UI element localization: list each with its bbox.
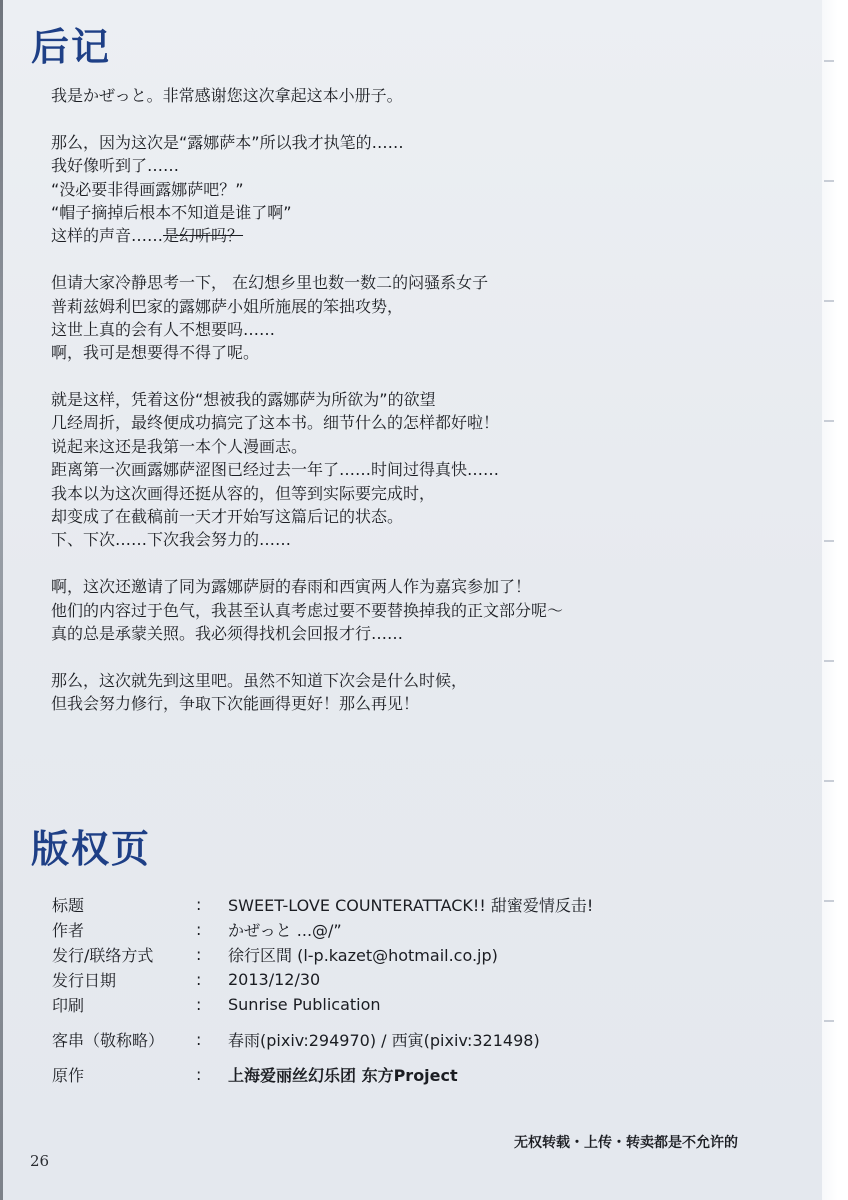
paragraph-gap bbox=[51, 248, 701, 271]
margin-tick bbox=[824, 900, 834, 902]
afterword-line: 普莉兹姆利巴家的露娜萨小姐所施展的笨拙攻势， bbox=[51, 296, 404, 316]
afterword-line-struck bbox=[51, 224, 701, 247]
margin-tick bbox=[824, 60, 834, 62]
info-colon: : bbox=[196, 920, 202, 939]
margin-tick bbox=[824, 540, 834, 542]
afterword-line: 但请大家冷静思考一下， 在幻想乡里也数一数二的闷骚系女子 bbox=[51, 273, 489, 293]
info-value: Sunrise Publication bbox=[228, 995, 381, 1014]
info-colon: : bbox=[196, 995, 202, 1014]
info-label: 作者 bbox=[52, 921, 85, 940]
margin-tick bbox=[824, 180, 834, 182]
info-colon: : bbox=[196, 895, 202, 914]
struck-text: 是幻听吗？ bbox=[163, 226, 244, 246]
info-row-original-work bbox=[52, 1062, 593, 1087]
page-number: 26 bbox=[30, 1152, 50, 1170]
info-row-guests bbox=[52, 1027, 593, 1052]
afterword-line: “帽子摘掉后根本不知道是谁了啊” bbox=[51, 202, 292, 222]
info-row-date bbox=[52, 967, 593, 992]
margin-tick bbox=[824, 420, 834, 422]
reproduction-notice: 无权转载・上传・转卖都是不允许的 bbox=[514, 1135, 738, 1151]
info-label: 发行日期 bbox=[52, 971, 117, 990]
info-value: SWEET-LOVE COUNTERATTACK!! 甜蜜爱情反击! bbox=[228, 896, 594, 915]
afterword-line: 他们的内容过于色气，我甚至认真考虑过要不要替换掉我的正文部分呢～ bbox=[51, 600, 564, 620]
paragraph-gap bbox=[51, 552, 701, 575]
afterword-line: 那么，因为这次是“露娜萨本”所以我才执笔的…… bbox=[51, 132, 404, 152]
copyright-heading: 版权页 bbox=[31, 827, 152, 871]
info-value: 2013/12/30 bbox=[228, 970, 321, 989]
page-left-edge bbox=[0, 0, 3, 1200]
info-row-printer bbox=[52, 992, 593, 1017]
afterword-body bbox=[51, 84, 701, 716]
afterword-line: 真的总是承蒙关照。我必须得找机会回报才行…… bbox=[51, 623, 404, 643]
afterword-line: 那么，这次就先到这里吧。虽然不知道下次会是什么时候， bbox=[51, 670, 468, 690]
info-colon: : bbox=[196, 945, 202, 964]
paragraph-gap bbox=[51, 645, 701, 668]
page-right-margin bbox=[822, 0, 848, 1200]
afterword-line: 说起来这还是我第一本个人漫画志。 bbox=[51, 436, 308, 456]
info-row-author bbox=[52, 917, 593, 942]
afterword-line: 啊，这次还邀请了同为露娜萨厨的春雨和西寅两人作为嘉宾参加了！ bbox=[51, 577, 532, 597]
info-value: 上海爱丽丝幻乐团 东方Project bbox=[228, 1066, 458, 1085]
margin-tick bbox=[824, 660, 834, 662]
info-value: 徐行区間 (l-p.kazet@hotmail.co.jp) bbox=[228, 946, 498, 965]
afterword-line: 却变成了在截稿前一天才开始写这篇后记的状态。 bbox=[51, 507, 404, 527]
copyright-info-table bbox=[52, 892, 593, 1087]
info-label: 原作 bbox=[52, 1066, 85, 1085]
info-label: 客串（敬称略） bbox=[52, 1031, 165, 1050]
afterword-heading: 后记 bbox=[31, 25, 112, 69]
info-row-title bbox=[52, 892, 593, 917]
afterword-line: 就是这样，凭着这份“想被我的露娜萨为所欲为”的欲望 bbox=[51, 390, 436, 410]
info-label: 标题 bbox=[52, 896, 85, 915]
afterword-line: 但我会努力修行，争取下次能画得更好！那么再见！ bbox=[51, 694, 420, 714]
info-colon: : bbox=[196, 1065, 202, 1084]
afterword-line: 我本以为这次画得还挺从容的，但等到实际要完成时， bbox=[51, 483, 436, 503]
afterword-line: 几经周折，最终便成功搞完了这本书。细节什么的怎样都好啦！ bbox=[51, 413, 500, 433]
afterword-line: 这世上真的会有人不想要吗…… bbox=[51, 319, 276, 339]
info-colon: : bbox=[196, 970, 202, 989]
info-label: 发行/联络方式 bbox=[52, 946, 154, 965]
info-label: 印刷 bbox=[52, 996, 85, 1015]
info-value: 春雨(pixiv:294970) / 西寅(pixiv:321498) bbox=[228, 1031, 540, 1050]
info-colon: : bbox=[196, 1030, 202, 1049]
margin-tick bbox=[824, 780, 834, 782]
afterword-line-prefix: 这样的声音…… bbox=[51, 226, 164, 246]
afterword-line: 我好像听到了…… bbox=[51, 156, 180, 176]
afterword-line: “没必要非得画露娜萨吧？” bbox=[51, 179, 244, 199]
margin-tick bbox=[824, 300, 834, 302]
afterword-line: 啊，我可是想要得不得了呢。 bbox=[51, 343, 260, 363]
margin-tick bbox=[824, 1020, 834, 1022]
info-row-publisher-contact bbox=[52, 942, 593, 967]
afterword-line: 我是かぜっと。非常感谢您这次拿起这本小册子。 bbox=[51, 86, 403, 105]
afterword-line: 距离第一次画露娜萨涩图已经过去一年了……时间过得真快…… bbox=[51, 460, 500, 480]
info-value: かぜっと ...@/” bbox=[228, 921, 342, 940]
paragraph-gap bbox=[51, 107, 701, 130]
paragraph-gap bbox=[51, 365, 701, 388]
afterword-line: 下、下次……下次我会努力的…… bbox=[51, 530, 292, 550]
